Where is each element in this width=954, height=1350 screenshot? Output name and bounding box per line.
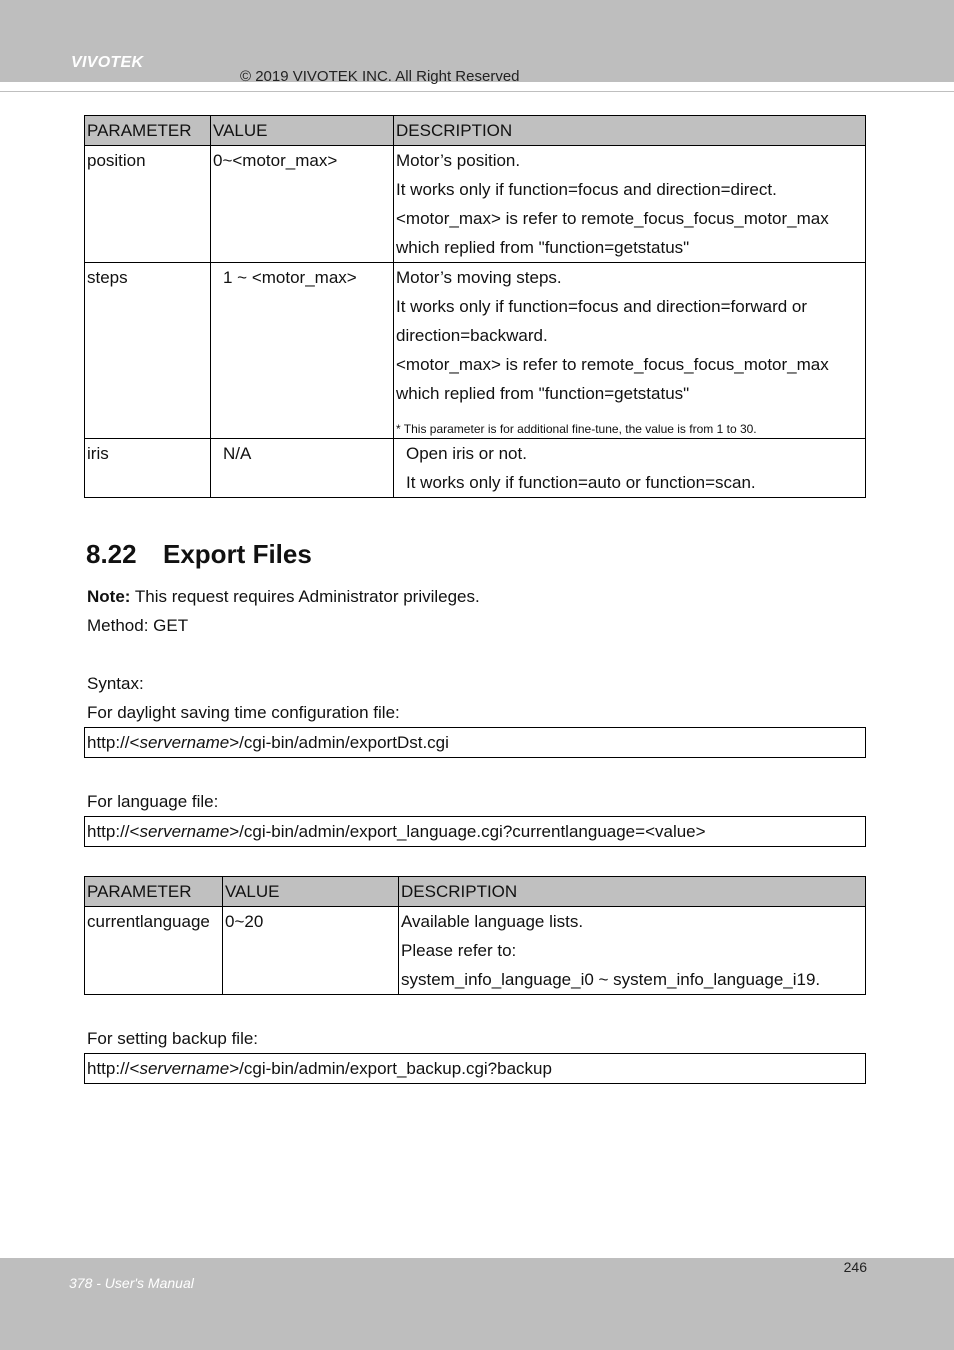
dst-url-box — [84, 727, 866, 758]
url-prefix: http://< — [87, 822, 140, 841]
description-line: Motor’s moving steps. — [396, 268, 562, 287]
url-prefix: http://< — [87, 1059, 140, 1078]
header-description: DESCRIPTION — [394, 116, 866, 146]
value-cell: N/A — [211, 439, 394, 498]
header-description: DESCRIPTION — [399, 877, 866, 907]
description-line: It works only if function=focus and direction=direct. — [396, 180, 777, 199]
table-header-row — [85, 116, 866, 146]
manual-label: 378 - User's Manual — [69, 1275, 194, 1291]
spacer — [84, 640, 866, 669]
description-line: Motor’s position. — [396, 151, 521, 170]
header-parameter: PARAMETER — [85, 877, 223, 907]
section-number: 8.22 — [86, 539, 137, 569]
table-row — [85, 263, 866, 439]
header-value: VALUE — [223, 877, 399, 907]
method-text: Method: GET — [87, 616, 189, 635]
backup-label: For setting backup file: — [87, 1029, 259, 1048]
section-heading — [86, 536, 866, 572]
description-line: which replied from "function=getstatus" — [396, 238, 690, 257]
header-value: VALUE — [211, 116, 394, 146]
description-line: which replied from "function=getstatus" — [396, 384, 690, 403]
description-line: Open iris or not. — [406, 444, 527, 463]
spacer — [84, 758, 866, 787]
url-suffix: >/cgi-bin/admin/export_language.cgi?currentlanguage=<value> — [229, 822, 706, 841]
dst-label: For daylight saving time configuration file: — [87, 703, 400, 722]
backup-url-box — [84, 1053, 866, 1084]
lang-url-box — [84, 816, 866, 847]
parameter-table-focus — [84, 115, 866, 498]
header-divider — [0, 91, 954, 92]
description-line: system_info_language_i0 ~ system_info_language_i19. — [401, 970, 821, 989]
brand-logo: VIVOTEK — [71, 54, 144, 71]
description-line: Available language lists. — [401, 912, 584, 931]
description-line: Please refer to: — [401, 941, 517, 960]
param-cell: iris — [85, 439, 211, 498]
value-cell: 1 ~ <motor_max> — [211, 263, 394, 439]
description-line: <motor_max> is refer to remote_focus_focus_motor_max — [396, 355, 829, 374]
copyright-text: © 2019 VIVOTEK INC. All Right Reserved — [240, 68, 520, 85]
description-cell — [394, 146, 866, 263]
url-servername: servername — [139, 733, 230, 752]
url-suffix: >/cgi-bin/admin/export_backup.cgi?backup — [229, 1059, 552, 1078]
url-servername: servername — [139, 822, 230, 841]
page-footer — [0, 1258, 954, 1350]
description-cell — [394, 263, 866, 439]
url-servername: servername — [139, 1059, 230, 1078]
table-header-row — [85, 877, 866, 907]
description-cell — [394, 439, 866, 498]
spacer — [84, 995, 866, 1024]
param-cell: currentlanguage — [85, 907, 223, 995]
description-line: direction=backward. — [396, 326, 548, 345]
value-cell: 0~<motor_max> — [211, 146, 394, 263]
table-row — [85, 439, 866, 498]
syntax-label: Syntax: — [87, 674, 144, 693]
param-cell: position — [85, 146, 211, 263]
param-cell: steps — [85, 263, 211, 439]
spacer — [84, 847, 866, 876]
table-row — [85, 907, 866, 995]
url-prefix: http://< — [87, 733, 140, 752]
description-line: <motor_max> is refer to remote_focus_focus_motor_max — [396, 209, 829, 228]
description-cell — [399, 907, 866, 995]
url-suffix: >/cgi-bin/admin/exportDst.cgi — [229, 733, 449, 752]
description-line: It works only if function=auto or function=scan. — [406, 473, 756, 492]
admin-note — [87, 582, 866, 611]
value-cell: 0~20 — [223, 907, 399, 995]
parameter-table-language — [84, 876, 866, 995]
fine-tune-note: * This parameter is for additional fine-tune, the value is from 1 to 30. — [396, 422, 757, 436]
note-text: This request requires Administrator privileges. — [130, 587, 480, 606]
note-label: Note: — [87, 587, 131, 606]
table-row — [85, 146, 866, 263]
section-title: Export Files — [163, 539, 312, 569]
page-number: 246 — [843, 1259, 867, 1275]
header-parameter: PARAMETER — [85, 116, 211, 146]
document-body — [84, 115, 866, 1084]
lang-label: For language file: — [87, 792, 219, 811]
description-line: It works only if function=focus and direction=forward or — [396, 297, 808, 316]
